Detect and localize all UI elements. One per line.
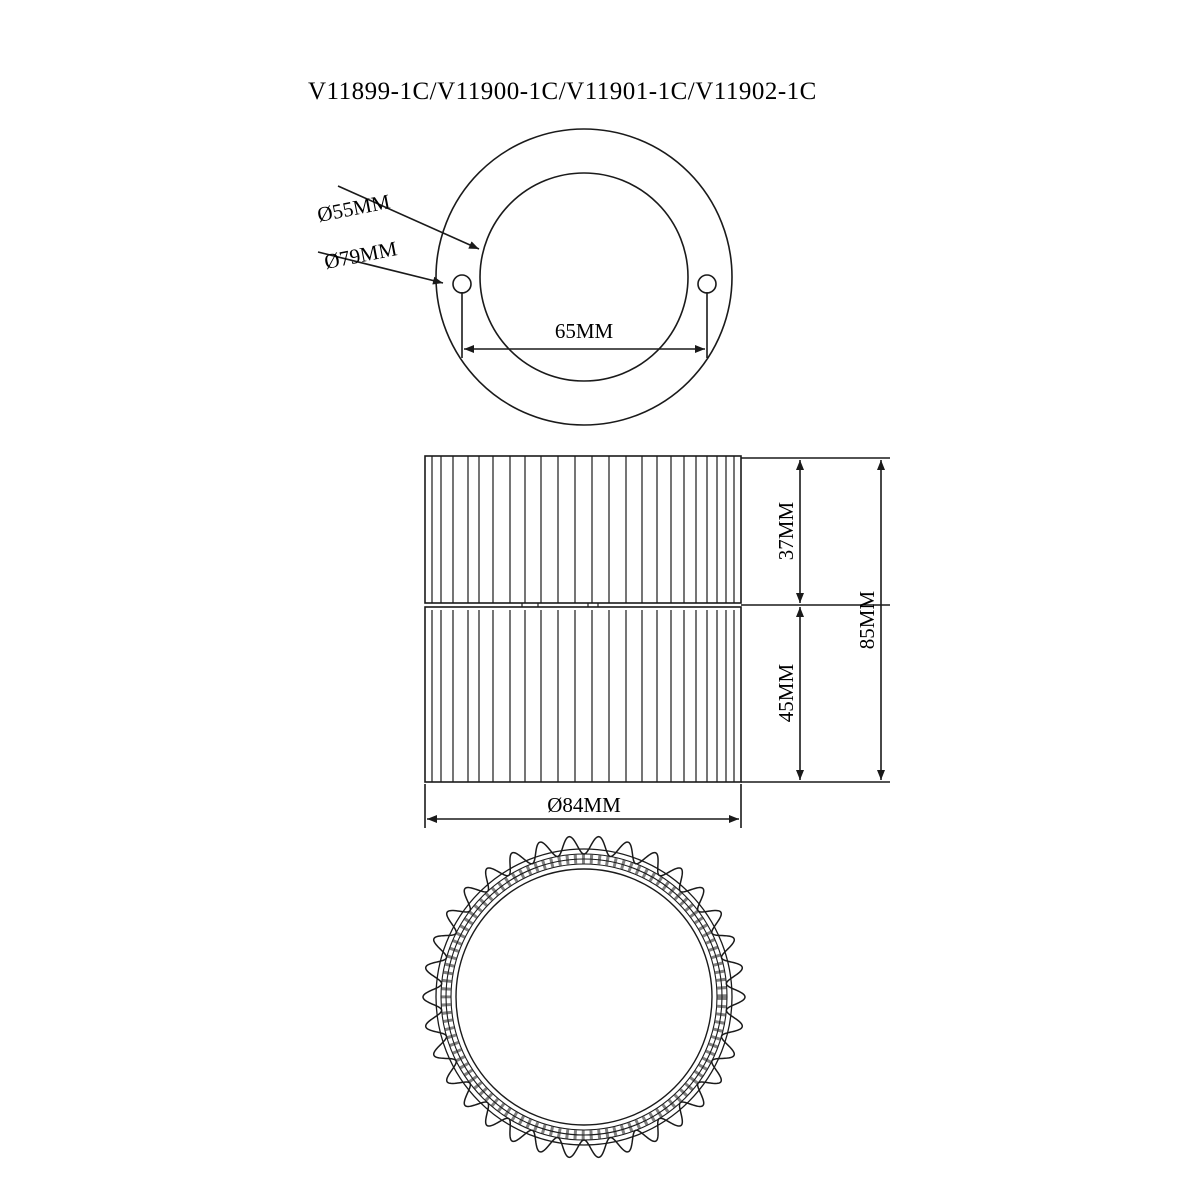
bottom-view-rim-mid xyxy=(441,854,727,1140)
label-total-height: 85MM xyxy=(855,590,879,650)
top-view-hole-right xyxy=(698,275,716,293)
label-inner-diameter: Ø55MM xyxy=(315,189,393,227)
label-lower-height: 45MM xyxy=(774,663,798,723)
front-view-cylinder xyxy=(425,456,741,782)
bottom-view-inner-circle xyxy=(456,869,712,1125)
bottom-view-scalloped-disc xyxy=(436,849,732,1145)
front-view-upper-ribs xyxy=(432,456,734,603)
bottom-view-knurl-hatching xyxy=(446,859,722,1135)
bottom-view-rim-inner2 xyxy=(451,864,717,1130)
label-outer-diameter: Ø79MM xyxy=(322,236,400,274)
bottom-view-scallops xyxy=(423,836,745,1158)
top-view-ring xyxy=(436,129,732,425)
dimension-labels xyxy=(315,189,879,817)
front-view-upper-band xyxy=(425,456,741,603)
bottom-view-rim-outer xyxy=(436,849,732,1145)
bottom-view-wavy-outline xyxy=(423,837,745,1158)
front-view-lower-band xyxy=(425,607,741,782)
bottom-view-rim-inner xyxy=(446,859,722,1135)
label-hole-span: 65MM xyxy=(554,319,614,343)
label-upper-height: 37MM xyxy=(774,501,798,561)
front-view-lower-ribs xyxy=(432,610,734,782)
page-title: V11899-1C/V11900-1C/V11901-1C/V11902-1C xyxy=(308,78,817,105)
top-view-hole-left xyxy=(453,275,471,293)
label-diameter: Ø84MM xyxy=(547,793,621,817)
